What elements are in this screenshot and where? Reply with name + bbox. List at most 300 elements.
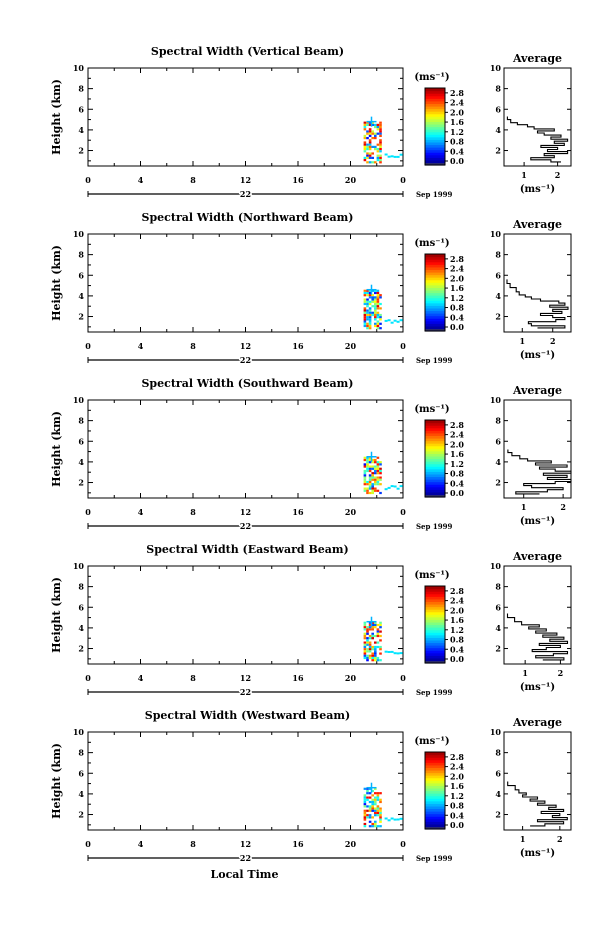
heatmap-cell [377,157,380,159]
heatmap-cell [374,635,377,637]
heatmap-cell [364,314,367,316]
heatmap-cell [377,133,380,135]
heatmap-cell [377,150,380,152]
heatmap-cell [366,310,369,312]
y-axis-label: Height (km) [50,79,63,155]
heatmap-cell [371,648,374,650]
heatmap-cell [364,488,367,490]
heatmap-cell [364,635,367,637]
heatmap-cell [364,479,367,481]
heatmap-cell [369,477,372,479]
heatmap-cells [364,452,403,494]
colorbar-tick-label: 1.2 [450,624,464,635]
heatmap-cell [369,810,372,812]
average-title: Average [512,550,563,563]
average-x-axis-label: (ms⁻¹) [519,516,556,527]
heatmap-cell [377,657,380,659]
heatmap-cell [371,492,374,494]
heatmap-cell [364,310,367,312]
heatmap-cell [377,148,380,150]
heatmap-cell [369,483,372,485]
heatmap-cell [366,323,369,325]
heatmap-cell [374,124,377,126]
day-label: 22 [239,355,252,365]
heatmap-cell [371,477,374,479]
colorbar-unit-label: (ms⁻¹) [414,736,450,747]
heatmap-cell [377,457,380,459]
colorbar-tick-label: 1.6 [450,615,464,626]
average-y-tick-label: 6 [495,270,501,281]
heatmap-cell [379,492,382,494]
heatmap-cell [371,152,374,154]
heatmap-cell [377,477,380,479]
y-tick-label: 10 [72,229,84,239]
date-label: Sep 1999 [416,190,453,199]
colorbar-tick-label: 2.4 [450,595,464,606]
heatmap-cell [364,144,367,146]
heatmap-cell [374,148,377,150]
heatmap-cell [371,799,374,801]
heatmap-cell [400,485,403,487]
heatmap-cell [374,814,377,816]
y-tick-label: 8 [78,581,84,592]
heatmap-cell [369,801,372,803]
heatmap-cell [377,633,380,635]
heatmap-cell [366,790,369,792]
heatmap-cell [369,797,372,799]
heatmap-cell [364,788,367,790]
panel-3 [50,377,571,531]
heatmap-cell [366,633,369,635]
heatmap-cell [377,294,380,296]
heatmap-cell [369,321,372,323]
average-y-tick-label: 10 [489,395,501,405]
x-tick-label: 4 [137,341,144,351]
average-y-tick-label: 4 [495,124,501,135]
heatmap-cell [385,818,388,820]
heatmap-cell [371,653,374,655]
x-tick-label: 8 [190,673,196,683]
heatmap-cell [366,133,369,135]
colorbar-tick-label: 0.4 [450,478,464,489]
average-y-tick-label: 8 [495,83,501,94]
heatmap-cell [379,631,382,633]
colorbar-unit-label: (ms⁻¹) [414,238,450,249]
heatmap-cell [364,644,367,646]
panel-5 [50,709,571,863]
heatmap-cell [397,819,400,821]
heatmap-cell [369,481,372,483]
heatmap-cell [364,624,367,626]
heatmap-cell [364,459,367,461]
heatmap-cell [366,657,369,659]
heatmap-cell [371,633,374,635]
heatmap-cell [394,156,397,158]
heatmap-cell [366,161,369,163]
y-axis-label: Height (km) [50,245,63,321]
heatmap-cell [371,637,374,639]
heatmap-cell [374,657,377,659]
heatmap-cell [366,155,369,157]
heatmap-cell [379,126,382,128]
heatmap-cell [400,319,403,321]
heatmap-cell [371,305,374,307]
heatmap-cell [377,301,380,303]
heatmap-cell [374,310,377,312]
heatmap-cell [366,805,369,807]
heatmap-cell [374,296,377,298]
colorbar-tick-label: 0.8 [450,634,464,645]
colorbar-tick-label: 2.8 [450,585,464,596]
heatmap-cell [364,290,367,292]
heatmap-cell [369,488,372,490]
x-tick-label: 16 [292,507,304,517]
heatmap-cell [366,146,369,148]
heatmap-cell [364,825,367,827]
date-label: Sep 1999 [416,854,453,863]
heatmap-cell [364,810,367,812]
heatmap-cell [369,316,372,318]
x-tick-label: 0 [400,839,406,849]
heatmap-cell [371,823,374,825]
heatmap-cell [379,825,382,827]
heatmap-cell [397,321,400,323]
heatmap-cell [379,463,382,465]
colorbar-tick-label: 0.4 [450,810,464,821]
heatmap-cells [364,783,403,828]
heatmap-cell [377,631,380,633]
heatmap-cell [364,128,367,130]
heatmap-cell [385,320,388,322]
y-tick-label: 4 [78,124,84,135]
heatmap-cell [364,477,367,479]
x-tick-label: 0 [400,673,406,683]
heatmap-cell [377,794,380,796]
heatmap-cell [366,148,369,150]
heatmap-cell [369,825,372,827]
colorbar-tick-label: 2.8 [450,253,464,264]
heatmap-cell [366,483,369,485]
average-profile-line [508,782,568,826]
colorbar [425,88,445,166]
heatmap-cell [374,624,377,626]
heatmap-cell [369,650,372,652]
heatmap-cell [391,485,394,487]
colorbar-tick-label: 2.4 [450,263,464,274]
heatmap-cell [364,650,367,652]
colorbar-tick-label: 0.0 [450,488,464,498]
average-y-tick-label: 10 [489,561,501,571]
heatmap-cell [374,301,377,303]
heatmap-cell [364,812,367,814]
heatmap-cell [364,325,367,327]
heatmap-cell [366,659,369,661]
heatmap-cell [377,642,380,644]
heatmap-cell [377,470,380,472]
heatmap-cell [369,307,372,309]
heatmap-cell [364,803,367,805]
heatmap-cell [371,488,374,490]
heatmap-cell [377,312,380,314]
colorbar-unit-label: (ms⁻¹) [414,570,450,581]
heatmap-cell [369,312,372,314]
average-title: Average [512,716,563,729]
heatmap-cell [377,292,380,294]
heatmap-cell [379,130,382,132]
heatmap-cell [371,468,374,470]
heatmap-cell [379,327,382,329]
heatmap-cell [371,133,374,135]
heatmap-cell [374,472,377,474]
y-tick-label: 2 [78,311,84,322]
heatmap-cell [377,481,380,483]
heatmap-cell [374,135,377,137]
average-y-tick-label: 6 [495,104,501,115]
heatmap-cell [371,301,374,303]
heatmap-cell [369,485,372,487]
panel-title: Spectral Width (Southward Beam) [141,377,354,390]
average-y-tick-label: 6 [495,768,501,779]
heatmap-cell [369,310,372,312]
heatmap-cell [366,303,369,305]
heatmap-cell [366,124,369,126]
panel-title: Spectral Width (Vertical Beam) [150,45,345,58]
heatmap-cell [379,128,382,130]
heatmap-cell [364,823,367,825]
heatmap-cell [379,294,382,296]
heatmap-cell [377,126,380,128]
heatmap-cell [369,296,372,298]
heatmap-cell [369,301,372,303]
heatmap-cell [379,659,382,661]
date-label: Sep 1999 [416,688,453,697]
x-tick-label: 8 [190,507,196,517]
heatmap-cell [369,155,372,157]
heatmap-cell [366,468,369,470]
heatmap-cell [371,646,374,648]
heatmap-cell [374,477,377,479]
average-y-tick-label: 2 [495,643,501,654]
heatmap-cell [374,803,377,805]
heatmap-cell [371,659,374,661]
x-tick-label: 20 [344,673,357,683]
panel-2 [50,211,571,365]
heatmap-cell [377,463,380,465]
colorbar-tick-label: 0.8 [450,136,464,147]
heatmap-cell [366,327,369,329]
heatmap-cell [364,303,367,305]
x-tick-label: 20 [344,507,357,517]
colorbar-tick-label: 0.8 [450,468,464,479]
average-y-tick-label: 4 [495,788,501,799]
heatmap-cell [364,150,367,152]
x-tick-label: 4 [137,673,144,683]
heatmap-cell [374,650,377,652]
heatmap-cell [377,290,380,292]
colorbar [425,586,445,664]
average-y-tick-label: 2 [495,311,501,322]
heatmap-cell [377,812,380,814]
colorbar-tick-label: 1.2 [450,458,464,469]
y-tick-label: 8 [78,747,84,758]
colorbar [425,420,445,498]
heatmap-cell [364,474,367,476]
average-x-tick-label: 1 [520,502,527,512]
y-tick-label: 2 [78,809,84,820]
average-x-tick-label: 1 [519,336,526,346]
heatmap-cell [388,819,391,821]
y-tick-label: 10 [72,727,84,737]
colorbar-unit-label: (ms⁻¹) [414,404,450,415]
heatmap-cell [364,470,367,472]
x-tick-label: 4 [137,507,144,517]
heatmap-cell [377,296,380,298]
heatmap-cell [364,159,367,161]
average-x-axis-label: (ms⁻¹) [519,350,556,361]
heatmap-cell [371,479,374,481]
heatmap-cell [374,648,377,650]
heatmap-cell [366,130,369,132]
colorbar-tick-label: 1.6 [450,781,464,792]
y-tick-label: 10 [72,395,84,405]
heatmap-cell [379,814,382,816]
heatmap-cell [369,139,372,141]
heatmap-cell [364,628,367,630]
heatmap-cell [374,468,377,470]
heatmap-cell [366,294,369,296]
heatmap-cell [377,323,380,325]
heatmap-cell [374,823,377,825]
heatmap-cell [371,490,374,492]
y-tick-label: 2 [78,145,84,156]
heatmap-cell [377,316,380,318]
day-label: 22 [239,521,252,531]
heatmap-cell [364,637,367,639]
average-x-tick-label: 1 [519,834,526,844]
heatmap-cell [379,479,382,481]
heatmap-cell [371,146,374,148]
colorbar-tick-label: 0.8 [450,800,464,811]
heatmap-cell [366,305,369,307]
heatmap-cell [379,468,382,470]
heatmap-cell [379,483,382,485]
heatmap-cell [379,133,382,135]
heatmap-cell [364,648,367,650]
heatmap-cell [364,146,367,148]
heatmap-cell [400,818,403,820]
heatmap-cell [366,490,369,492]
heatmap-cell [371,655,374,657]
average-y-tick-label: 4 [495,290,501,301]
heatmap-cell [371,296,374,298]
average-profile-line [508,450,571,494]
heatmap-cell [371,816,374,818]
average-y-tick-label: 8 [495,415,501,426]
heatmap-cell [371,483,374,485]
x-tick-label: 0 [400,507,406,517]
y-axis-label: Height (km) [50,577,63,653]
x-tick-label: 4 [137,839,144,849]
colorbar-tick-label: 2.8 [450,751,464,762]
heatmap-cells [364,117,403,164]
average-x-tick-label: 2 [560,502,566,512]
heatmap-cell [364,633,367,635]
x-tick-label: 0 [85,341,91,351]
heatmap-cell [379,477,382,479]
heatmap-cell [374,655,377,657]
colorbar-tick-label: 2.0 [450,273,464,284]
colorbar-tick-label: 0.0 [450,156,464,166]
heatmap-cell [371,130,374,132]
colorbar-tick-label: 2.0 [450,107,464,118]
heatmap-cell [374,812,377,814]
heatmap-cell [369,468,372,470]
heatmap-cell [379,135,382,137]
plot-frame [88,400,403,498]
colorbar [425,752,445,830]
heatmap-cell [371,635,374,637]
heatmap-cell [379,307,382,309]
heatmap-cell [364,799,367,801]
heatmap-cell [366,810,369,812]
heatmap-cell [369,161,372,163]
heatmap-cell [379,150,382,152]
average-x-tick-label: 2 [554,170,561,180]
y-tick-label: 6 [78,270,84,281]
heatmap-cell [364,816,367,818]
y-tick-label: 6 [78,436,84,447]
heatmap-cell [366,459,369,461]
heatmap-cell [364,321,367,323]
heatmap-cell [379,303,382,305]
heatmap-cell [377,472,380,474]
x-tick-label: 8 [190,175,196,185]
heatmap-cell [391,155,394,157]
heatmap-cell [377,128,380,130]
average-title: Average [512,384,563,397]
heatmap-cell [374,810,377,812]
heatmap-cell [374,483,377,485]
average-y-tick-label: 4 [495,456,501,467]
heatmap-cell [366,637,369,639]
average-x-tick-label: 2 [549,336,556,346]
heatmap-cell [366,650,369,652]
x-tick-label: 12 [239,673,252,683]
heatmap-cell [379,648,382,650]
average-x-tick-label: 1 [522,668,528,678]
x-tick-label: 16 [292,175,304,185]
plot-frame [88,234,403,332]
heatmap-cell [374,466,377,468]
heatmap-cell [379,296,382,298]
day-label: 22 [239,853,252,863]
heatmap-cell [379,139,382,141]
heatmap-cell [397,488,400,490]
heatmap-cell [371,485,374,487]
heatmap-cell [364,797,367,799]
y-tick-label: 4 [78,622,84,633]
average-y-tick-label: 4 [495,622,501,633]
heatmap-cell [379,808,382,810]
heatmap-cell [377,490,380,492]
colorbar-tick-label: 2.4 [450,761,464,772]
heatmap-cell [379,161,382,163]
heatmap-cell [374,161,377,163]
heatmap-cell [379,821,382,823]
heatmap-cell [366,301,369,303]
colorbar [425,254,445,332]
heatmap-cell [377,646,380,648]
